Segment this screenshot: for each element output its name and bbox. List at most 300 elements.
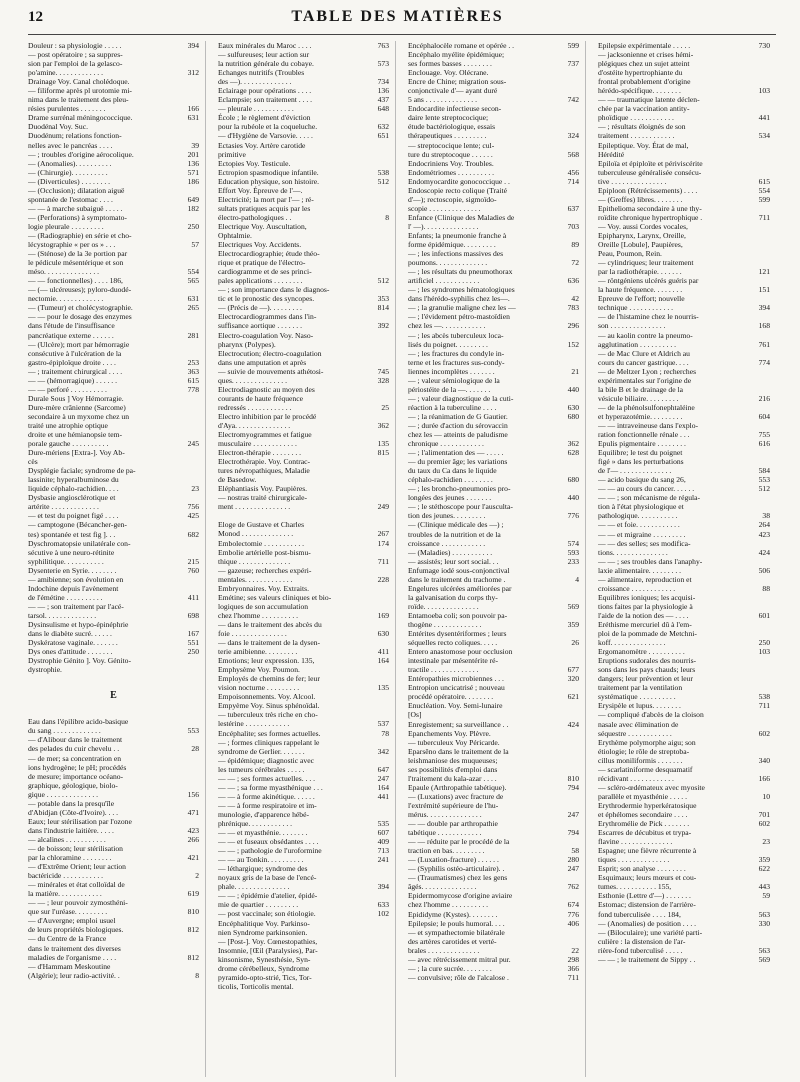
index-entry — [28, 475, 199, 484]
index-entry-text: d'ostéite hypertrophiante du — [598, 68, 683, 78]
index-entry — [598, 511, 770, 520]
index-entry-text: d'Abidjan (Côte-d'Ivoire). . . . — [28, 807, 119, 817]
index-entry-text: — (Ulcère); mort par hémorragie — [28, 339, 130, 349]
index-entry — [218, 973, 389, 982]
index-entry-page: 23 — [191, 484, 199, 494]
index-entry-page: 810 — [567, 773, 579, 783]
index-entry — [28, 889, 199, 898]
index-entry-page: 441 — [377, 791, 389, 801]
index-entry — [598, 321, 770, 330]
index-entry-page: 121 — [758, 267, 770, 277]
index-entry-text: laxie alimentaire. . . . . . . . . — [598, 565, 682, 575]
index-entry-text: Education physique, son histoire. — [218, 176, 320, 186]
index-entry — [218, 475, 389, 484]
index-entry-text: — (Biloculaire); une variété parti- — [598, 927, 703, 937]
index-entry-text: — post opératoire ; sa suppres- — [28, 50, 123, 60]
index-entry-text: roïde. . . . . . . . . . . . . . . — [408, 601, 479, 611]
index-entry-page: 584 — [758, 466, 770, 476]
index-entry-text: Encéphalocèle romane et opérée . . — [408, 41, 515, 50]
index-entry-text: pathologique. . . . . . . . . . . — [598, 511, 678, 521]
index-entry-text: Dysbasie angiosclérotique et — [28, 493, 116, 503]
index-entry-text: — tuberculeux Voy Péricarde. — [408, 737, 500, 747]
index-entry — [598, 303, 770, 312]
index-entry-page: 186 — [187, 176, 199, 186]
index-entry — [218, 873, 389, 882]
index-entry — [408, 502, 579, 511]
index-entry-page: 22 — [571, 945, 579, 955]
index-entry — [28, 195, 199, 204]
index-entry-page: 394 — [187, 41, 199, 50]
index-entry — [218, 213, 389, 222]
index-entry — [598, 403, 770, 412]
index-entry-text: d'Aya. . . . . . . . . . . . . . . — [218, 420, 291, 430]
index-entry-page: 411 — [187, 592, 199, 602]
index-entry-text: Embryonnaires. Voy. Extraits. — [218, 583, 309, 593]
index-entry — [28, 59, 199, 68]
index-entry-text: bactéricide . . . . . . . . . . . — [28, 871, 104, 881]
index-entry — [408, 312, 579, 321]
index-entry — [218, 294, 389, 303]
index-entry-page: 573 — [377, 59, 389, 69]
index-entry — [598, 665, 770, 674]
index-entry — [408, 729, 579, 738]
index-entry-text: parallèle et myasthénie . . . . . — [598, 791, 687, 801]
index-entry — [28, 439, 199, 448]
index-entry — [408, 801, 579, 810]
index-entry-text: thique . . . . . . . . . . . . . . — [218, 556, 291, 566]
index-entry-page: 711 — [758, 212, 770, 222]
index-entry — [598, 629, 770, 638]
index-column — [598, 41, 776, 1077]
index-entry — [408, 122, 579, 131]
index-entry — [28, 349, 199, 358]
index-entry-page: 4 — [575, 574, 579, 584]
index-entry-page: 554 — [758, 185, 770, 195]
index-entry — [218, 701, 389, 710]
index-entry-page: 569 — [567, 601, 579, 611]
index-entry — [408, 394, 579, 403]
index-entry-page: 637 — [567, 203, 579, 213]
index-entry-page: 135 — [377, 683, 389, 693]
index-entry — [408, 837, 579, 846]
index-entry — [28, 376, 199, 385]
index-entry — [598, 358, 770, 367]
index-entry-text: — — au cours du cancer. . . . . . — [598, 484, 695, 494]
index-entry-page: 713 — [377, 846, 389, 856]
index-entry-text: — ; la cure sucrée. . . . . . . . — [408, 963, 492, 973]
index-entry — [598, 430, 770, 439]
index-entry-text: — léthargique; syndrome des — [218, 864, 308, 874]
index-entry-page: 353 — [377, 294, 389, 304]
index-entry-page: 615 — [758, 176, 770, 186]
index-entry — [598, 104, 770, 113]
index-entry — [408, 756, 579, 765]
index-entry — [218, 710, 389, 719]
index-entry — [408, 68, 579, 77]
index-entry-text: — alimentaire, reproduction et — [598, 574, 692, 584]
index-entry — [598, 566, 770, 575]
index-entry-text: — — ; sa forme myasthénique . . . — [218, 782, 323, 792]
index-entry-text: — (Sténose) de la 3e portion par — [28, 249, 128, 259]
index-entry — [598, 141, 770, 150]
index-entry-page: 734 — [377, 77, 389, 87]
index-entry-text: — compliqué d'abcès de la cloison — [598, 710, 704, 720]
index-entry — [218, 937, 389, 946]
index-entry — [598, 683, 770, 692]
index-entry-page: 441 — [758, 113, 770, 123]
index-entry-text: — ; les résultats du pneumothorax — [408, 267, 513, 277]
index-entry-text: — — traumatique latente déclen- — [598, 95, 700, 105]
index-entry-text: procédé opératoire. . . . . . . . — [408, 692, 494, 702]
index-entry — [28, 448, 199, 457]
index-entry — [218, 828, 389, 837]
index-entry-page: 247 — [567, 809, 579, 819]
index-entry — [598, 122, 770, 131]
index-entry-page: 456 — [567, 167, 579, 177]
index-entry — [218, 575, 389, 584]
index-entry — [598, 530, 770, 539]
index-entry — [598, 457, 770, 466]
index-entry-text: cours du cancer gastrique. . . . — [598, 357, 689, 367]
index-entry — [408, 213, 579, 222]
index-entry-text: Enfance (Clinique des Maladies de — [408, 212, 515, 222]
index-entry-text: tion à l'état physiologique et — [598, 502, 684, 512]
index-entry — [218, 68, 389, 77]
index-entry — [408, 177, 579, 186]
index-entry-text: kinsonisme, Synesthésie, Syn- — [218, 954, 311, 964]
index-entry-text: ticolis, Torticolis mental. — [218, 981, 294, 991]
index-entry — [598, 864, 770, 873]
index-entry-text: chée par la vaccination antity- — [598, 104, 690, 114]
index-entry-text: — camptogone (Bécancher-gen- — [28, 520, 127, 530]
index-entry-page: 166 — [187, 104, 199, 114]
index-entry — [218, 86, 389, 95]
index-entry — [408, 340, 579, 349]
index-entry-text: — — intraveineuse dans l'explo- — [598, 420, 699, 430]
index-entry-text: — — (hémorragique) . . . . . . — [28, 375, 117, 385]
index-entry-text: redressés . . . . . . . . . . . . — [218, 402, 292, 412]
index-entry — [28, 113, 199, 122]
index-entry — [598, 68, 770, 77]
index-entry-text: — ; les syndromes hématologiques — [408, 285, 515, 295]
index-entry-text: — — perforé . . . . . . . . . . — [28, 384, 107, 394]
index-entry-page: 21 — [571, 366, 579, 376]
index-entry — [218, 240, 389, 249]
index-entry-page: 23 — [762, 837, 770, 847]
index-entry — [28, 303, 199, 312]
index-entry-page: 602 — [758, 728, 770, 738]
page-number: 12 — [28, 9, 43, 25]
index-entry-text: conjonctivale d'— ayant duré — [408, 86, 498, 96]
index-entry-text: rière-fond tuberculisé . . . . . — [598, 945, 683, 955]
index-entry-text: Encre de Chine; migration sous- — [408, 77, 507, 87]
index-entry — [28, 808, 199, 817]
index-entry-text: âgés. . . . . . . . . . . . . . . — [408, 882, 477, 892]
index-entry — [598, 421, 770, 430]
index-entry-page: 72 — [571, 258, 579, 268]
index-entry — [598, 349, 770, 358]
index-entry-text: longées des jeunes . . . . . . . — [408, 493, 492, 503]
index-entry-text: Escarres de décubitus et trypa- — [598, 828, 692, 838]
index-entry-text: Entamoeba coli; son pouvoir pa- — [408, 610, 508, 620]
index-entry — [28, 502, 199, 511]
index-entry — [218, 783, 389, 792]
index-entry-text: — d'Hammam Meskoutine — [28, 961, 111, 971]
index-entry — [598, 620, 770, 629]
index-entry-page: 615 — [187, 375, 199, 385]
index-entry-text: Dure-mère crânienne (Sarcome) — [28, 402, 126, 412]
section-spacer — [28, 674, 199, 683]
index-entry — [598, 177, 770, 186]
index-entry-page: 761 — [758, 339, 770, 349]
index-entry-page: 628 — [567, 448, 579, 458]
index-entry — [408, 141, 579, 150]
index-entry — [598, 638, 770, 647]
index-entry — [598, 249, 770, 258]
index-entry-text: l'traitement du kala-azar . . . . — [408, 773, 497, 783]
index-entry-text: leishmaniose des muqueuses; — [408, 755, 498, 765]
index-entry-text: Ectopies Voy. Testicule. — [218, 158, 291, 168]
index-entry — [28, 665, 199, 674]
index-entry — [408, 946, 579, 955]
index-entry — [28, 826, 199, 835]
index-entry-page: 266 — [187, 834, 199, 844]
index-entry-text: tabétique . . . . . . . . . . . . — [408, 828, 482, 838]
index-entry-text: — scléro-œdémateux avec myosite — [598, 782, 705, 792]
index-entry-text: lisés du poignet. . . . . . . . . — [408, 339, 488, 349]
index-entry — [218, 204, 389, 213]
index-entry — [218, 439, 389, 448]
index-entry-text: Eruptions sudorales des nourris- — [598, 656, 697, 666]
index-entry — [218, 249, 389, 258]
index-entry — [598, 855, 770, 864]
index-entry — [218, 792, 389, 801]
index-entry-page: 563 — [758, 945, 770, 955]
index-entry-page: 320 — [567, 674, 579, 684]
index-entry-text: Dysplégie faciale; syndrome de pa- — [28, 466, 136, 476]
index-column — [408, 41, 586, 1077]
index-entry-text: — du premier âge; les variations — [408, 457, 508, 467]
index-entry-text: ques. . . . . . . . . . . . . . . — [218, 375, 287, 385]
index-entry-page: 630 — [567, 402, 579, 412]
index-entry-page: 168 — [758, 321, 770, 331]
index-entry — [408, 104, 579, 113]
index-entry-text: syndrome de Gerlier. . . . . . . — [218, 746, 305, 756]
index-entry — [598, 466, 770, 475]
index-entry-text: Entero anastomose pour occlusion — [408, 647, 513, 657]
index-entry — [598, 240, 770, 249]
index-entry — [28, 520, 199, 529]
index-entry — [598, 294, 770, 303]
index-entry — [28, 511, 199, 520]
index-entry-text: — ; troubles d'origine aérocolique. — [28, 149, 134, 159]
index-entry-text: — — fonctionnelles) . . . . 186, — [28, 276, 123, 286]
index-entry-text: pharynx (Polypes). — [218, 339, 276, 349]
index-entry-text: Monod . . . . . . . . . . . . . . — [218, 529, 294, 539]
index-entry-text: — streptococique lente; cul- — [408, 140, 495, 150]
index-entry — [28, 835, 199, 844]
index-entry — [28, 944, 199, 953]
index-entry-text: Equilibres ioniques; les acquisi- — [598, 592, 696, 602]
index-entry — [408, 910, 579, 919]
index-entry — [28, 656, 199, 665]
index-entry — [218, 928, 389, 937]
index-entry — [28, 412, 199, 421]
index-entry — [218, 349, 389, 358]
index-entry-text: — ; valeur sémiologique de la — [408, 375, 500, 385]
index-entry — [218, 122, 389, 131]
index-entry — [408, 321, 579, 330]
index-entry-page: 760 — [187, 565, 199, 575]
index-entry — [598, 520, 770, 529]
index-entry — [218, 312, 389, 321]
index-entry-text: la haute fréquence. . . . . . . . — [598, 285, 683, 295]
index-entry — [408, 385, 579, 394]
index-entry-text: nasale avec élimination de — [598, 719, 679, 729]
index-entry — [408, 222, 579, 231]
index-entry-text: Estomac; distension de l'arrière- — [598, 900, 696, 910]
index-entry-text: traitement par la ventilation — [598, 683, 683, 693]
index-entry-page: 648 — [377, 104, 389, 114]
index-entry-page: 2 — [195, 871, 199, 881]
index-entry-page: 411 — [377, 647, 389, 657]
index-entry-text: Entérites dysentériformes ; leurs — [408, 629, 507, 639]
index-entry — [408, 150, 579, 159]
index-entry-page: 152 — [567, 339, 579, 349]
index-entry — [218, 692, 389, 701]
index-entry-text: phoïdique . . . . . . . . . . . . — [598, 113, 674, 123]
index-entry-text: nima dans le traitement des pleu- — [28, 95, 129, 105]
index-entry-text: — potable dans la presqu'île — [28, 798, 115, 808]
index-entry-text: Insomnie, [Œil (Paralysies), Par- — [218, 945, 318, 955]
index-entry — [218, 412, 389, 421]
index-entry — [408, 891, 579, 900]
index-entry-text: syphilitique. . . . . . . . . . . — [28, 556, 104, 566]
index-entry-text: terie amibienne. . . . . . . . . — [218, 647, 298, 657]
index-entry — [28, 575, 199, 584]
index-entry — [218, 982, 389, 991]
index-entry-text: d'—); rectoscopie, sigmoïdo- — [408, 194, 497, 204]
index-entry-text: cardiogramme et de ses princi- — [218, 267, 312, 277]
index-entry-text: ration fonctionnelle rénale . . . — [598, 430, 690, 440]
index-entry-text: Duodénal Voy. Suc. — [28, 122, 88, 132]
index-entry-text: lécystographie « per os » . . . — [28, 240, 116, 250]
index-entry — [218, 539, 389, 548]
index-entry — [598, 502, 770, 511]
index-entry-page: 730 — [758, 41, 770, 50]
index-entry — [408, 629, 579, 638]
index-entry-page: 563 — [758, 909, 770, 919]
index-entry-text: — — ; le traitement de Sippy . . — [598, 954, 696, 964]
index-entry-text: dangers; leur prévention et leur — [598, 674, 693, 684]
index-entry — [598, 801, 770, 810]
index-entry — [28, 331, 199, 340]
index-entry-text: Electricité; la mort par l'— ; ré- — [218, 194, 314, 204]
index-entry — [28, 754, 199, 763]
index-entry — [598, 593, 770, 602]
index-entry — [598, 837, 770, 846]
index-entry — [598, 213, 770, 222]
index-entry-text: ture du streptocoque . . . . . . — [408, 149, 493, 159]
index-entry-page: 362 — [377, 420, 389, 430]
index-entry-text: Eléphantiasis Voy. Paupières. — [218, 484, 308, 494]
index-entry-text: Dysenterie en Syrie. . . . . . . . — [28, 565, 117, 575]
index-entry-text: Electro inhibition par le procédé — [218, 411, 317, 421]
index-entry — [598, 584, 770, 593]
index-entry-page: 537 — [377, 719, 389, 729]
index-entry — [218, 620, 389, 629]
index-entry-text: koff. . . . . . . . . . . . . . . — [598, 638, 666, 648]
index-entry — [218, 141, 389, 150]
index-entry-text: Erythrodermie hyperkératosique — [598, 800, 697, 810]
index-entry — [598, 312, 770, 321]
index-entry-page: 814 — [377, 303, 389, 313]
index-entry-text: thérapeutiques . . . . . . . . . — [408, 131, 487, 141]
index-entry-page: 245 — [187, 439, 199, 449]
index-entry-page: 164 — [377, 656, 389, 666]
index-entry-page: 437 — [377, 95, 389, 105]
index-entry-text: Employés de chemins de fer; leur — [218, 674, 320, 684]
index-entry — [28, 385, 199, 394]
index-entry — [28, 862, 199, 871]
index-entry — [28, 150, 199, 159]
index-entry-page: 330 — [758, 918, 770, 928]
index-entry-text: — — ; son traitement par l'acé- — [28, 601, 124, 611]
index-entry — [218, 367, 389, 376]
index-entry-text: mentales. . . . . . . . . . . . . — [218, 574, 293, 584]
index-entry-page: 443 — [758, 882, 770, 892]
index-entry-page: 215 — [187, 556, 199, 566]
index-entry — [408, 403, 579, 412]
index-entry-text: Epipharynx, Larynx, Oreille, — [598, 230, 686, 240]
index-entry-text: — — ; ses formes actuelles. . . . — [218, 773, 316, 783]
index-entry-text: tes) spontanée et test fig ]. . . — [28, 529, 116, 539]
index-entry-page: 59 — [762, 891, 770, 901]
index-entry — [598, 41, 770, 50]
index-entry — [408, 231, 579, 240]
index-entry — [218, 159, 389, 168]
index-entry-text: croissance . . . . . . . . . . . . — [408, 538, 486, 548]
index-entry-text: Epiploon (Rétrécissements) . . . . — [598, 185, 698, 195]
index-entry-text: Epithelioma secondaire à une thy- — [598, 203, 702, 213]
index-entry-page: 778 — [187, 384, 199, 394]
index-entry-page: 554 — [187, 267, 199, 277]
index-entry — [408, 548, 579, 557]
index-entry — [408, 855, 579, 864]
index-entry — [598, 276, 770, 285]
index-entry — [28, 168, 199, 177]
index-entry-text: Enfumage iodé sous-conjonctival — [408, 565, 510, 575]
index-entry-text: pyramido-opto-strié, Tics, Tor- — [218, 972, 312, 982]
index-entry — [408, 448, 579, 457]
index-entry — [408, 412, 579, 421]
index-entry-text: chez l'homme . . . . . . . . . . — [408, 900, 489, 910]
index-entry — [408, 602, 579, 611]
section-spacer — [218, 511, 389, 520]
index-entry — [218, 629, 389, 638]
index-entry — [218, 177, 389, 186]
index-entry — [218, 285, 389, 294]
index-entry-text: — du Centre de la France — [28, 934, 107, 944]
index-entry — [28, 249, 199, 258]
index-entry-text: — suivie de mouvements athétosi- — [218, 366, 324, 376]
index-entry — [598, 846, 770, 855]
index-entry-text: — (Occlusion); dilatation aiguë — [28, 185, 125, 195]
index-entry — [28, 68, 199, 77]
index-entry — [598, 738, 770, 747]
index-entry — [28, 584, 199, 593]
index-entry — [598, 919, 770, 928]
